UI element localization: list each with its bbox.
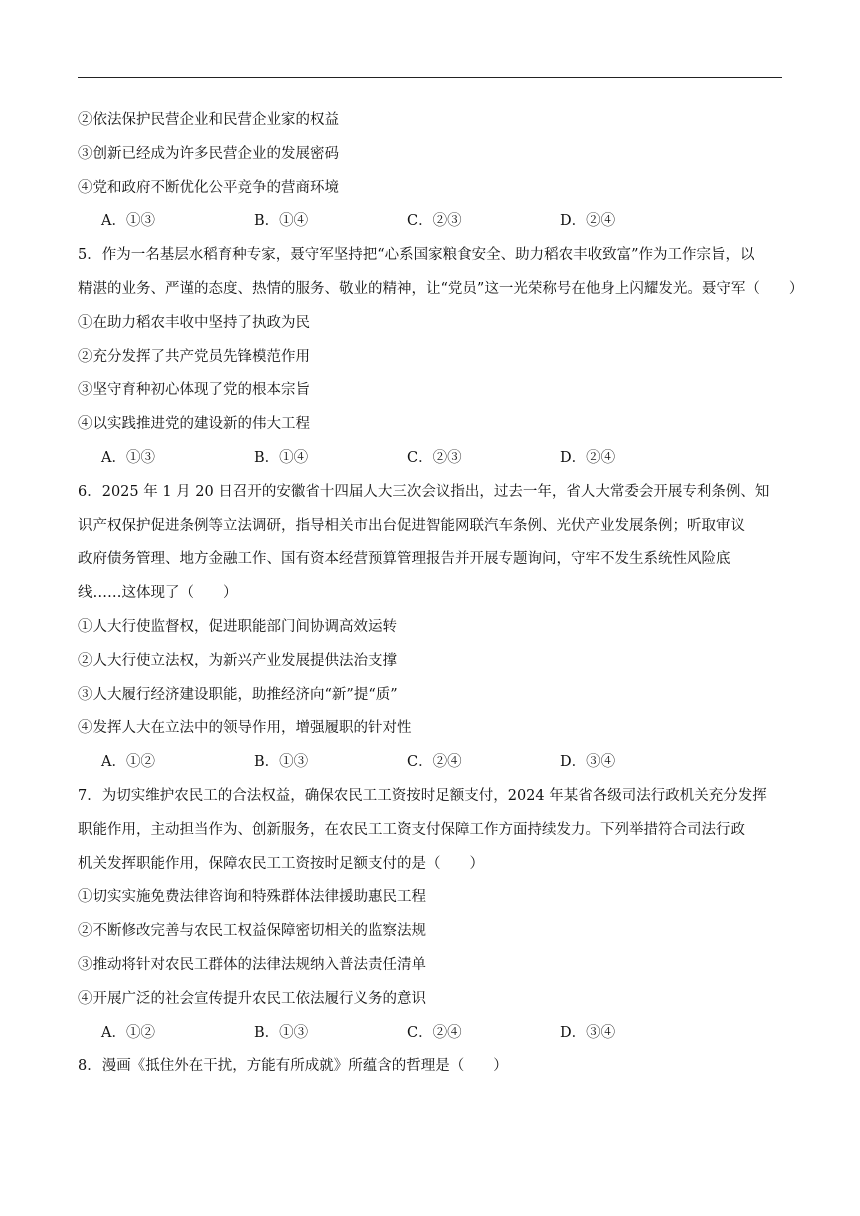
answer-option: C．②③: [407, 449, 462, 466]
header-rule: [78, 77, 782, 78]
question-stem-line: 7．为切实维护农民工的合法权益，确保农民工工资按时足额支付，2024 年某省各级司法行政机关充分发挥: [78, 787, 767, 804]
statement-line: ①人大行使监督权，促进职能部门间协调高效运转: [78, 618, 397, 635]
statement-line: 机关发挥职能作用，保障农民工工资按时足额支付的是（ ）: [78, 855, 484, 872]
answer-option: B．①④: [254, 449, 309, 466]
answer-option: A．①②: [101, 1024, 155, 1041]
question-stem-line: 8．漫画《抵住外在干扰，方能有所成就》所蕴含的哲理是（ ）: [78, 1058, 508, 1075]
statement-line: ②人大行使立法权，为新兴产业发展提供法治支撑: [78, 652, 397, 669]
answer-option: D．③④: [560, 1024, 616, 1041]
statement-line: ③创新已经成为许多民营企业的发展密码: [78, 145, 339, 162]
statement-line: ③人大履行经济建设职能，助推经济向“新”提“质”: [78, 686, 398, 703]
answer-option: B．①③: [254, 1024, 309, 1041]
statement-line: ②依法保护民营企业和民营企业家的权益: [78, 112, 339, 128]
answer-option: C．②③: [407, 213, 462, 230]
answer-option: A．①②: [101, 754, 155, 771]
statement-line: ①切实实施免费法律咨询和特殊群体法律援助惠民工程: [78, 889, 426, 906]
statement-line: ③推动将针对农民工群体的法律法规纳入普法责任清单: [78, 956, 426, 973]
answer-option: A．①③: [101, 449, 155, 466]
statement-line: ④以实践推进党的建设新的伟大工程: [78, 416, 310, 433]
answer-choices: [78, 746, 782, 780]
statement-line: ④开展广泛的社会宣传提升农民工依法履行义务的意识: [78, 990, 426, 1007]
statement-line: ②不断修改完善与农民工权益保障密切相关的监察法规: [78, 923, 426, 940]
answer-choices: [78, 442, 782, 476]
answer-choices: [78, 205, 782, 239]
answer-option: D．②④: [560, 449, 616, 466]
statement-line: 政府债务管理、地方金融工作、国有资本经营预算管理报告并开展专题询问，守牢不发生系统性风险底: [78, 551, 731, 568]
statement-line: ④党和政府不断优化公平竞争的营商环境: [78, 179, 339, 196]
statement-line: 职能作用，主动担当作为、创新服务，在农民工工资支付保障工作方面持续发力。下列举措符合司法行政: [78, 821, 745, 838]
answer-option: C．②④: [407, 1024, 462, 1041]
statement-line: ④发挥人大在立法中的领导作用，增强履职的针对性: [78, 720, 412, 737]
answer-option: C．②④: [407, 754, 462, 771]
question-stem-line: 6．2025 年 1 月 20 日召开的安徽省十四届人大三次会议指出，过去一年，省人大常委会开展专利条例、知: [78, 483, 770, 500]
answer-option: A．①③: [101, 213, 155, 230]
statement-line: 精湛的业务、严谨的态度、热情的服务、敬业的精神，让“党员”这一光荣称号在他身上闪耀发光。聂守军（ ）: [78, 280, 804, 297]
statement-line: 线……这体现了（ ）: [78, 585, 238, 602]
answer-choices: [78, 1017, 782, 1051]
answer-option: B．①③: [254, 754, 309, 771]
statement-line: 识产权保护促进条例等立法调研，指导相关市出台促进智能网联汽车条例、光伏产业发展条例；听取审议: [78, 517, 745, 534]
answer-option: D．③④: [560, 754, 616, 771]
statement-line: ③坚守育种初心体现了党的根本宗旨: [78, 382, 310, 399]
statement-line: ①在助力稻农丰收中坚持了执政为民: [78, 314, 310, 331]
question-stem-line: 5．作为一名基层水稻育种专家，聂守军坚持把“心系国家粮食安全、助力稻农丰收致富”作为工作宗旨，以: [78, 247, 755, 264]
statement-line: ②充分发挥了共产党员先锋模范作用: [78, 348, 310, 365]
answer-option: D．②④: [560, 213, 616, 230]
answer-option: B．①④: [254, 213, 309, 230]
question-body: [78, 104, 804, 1084]
